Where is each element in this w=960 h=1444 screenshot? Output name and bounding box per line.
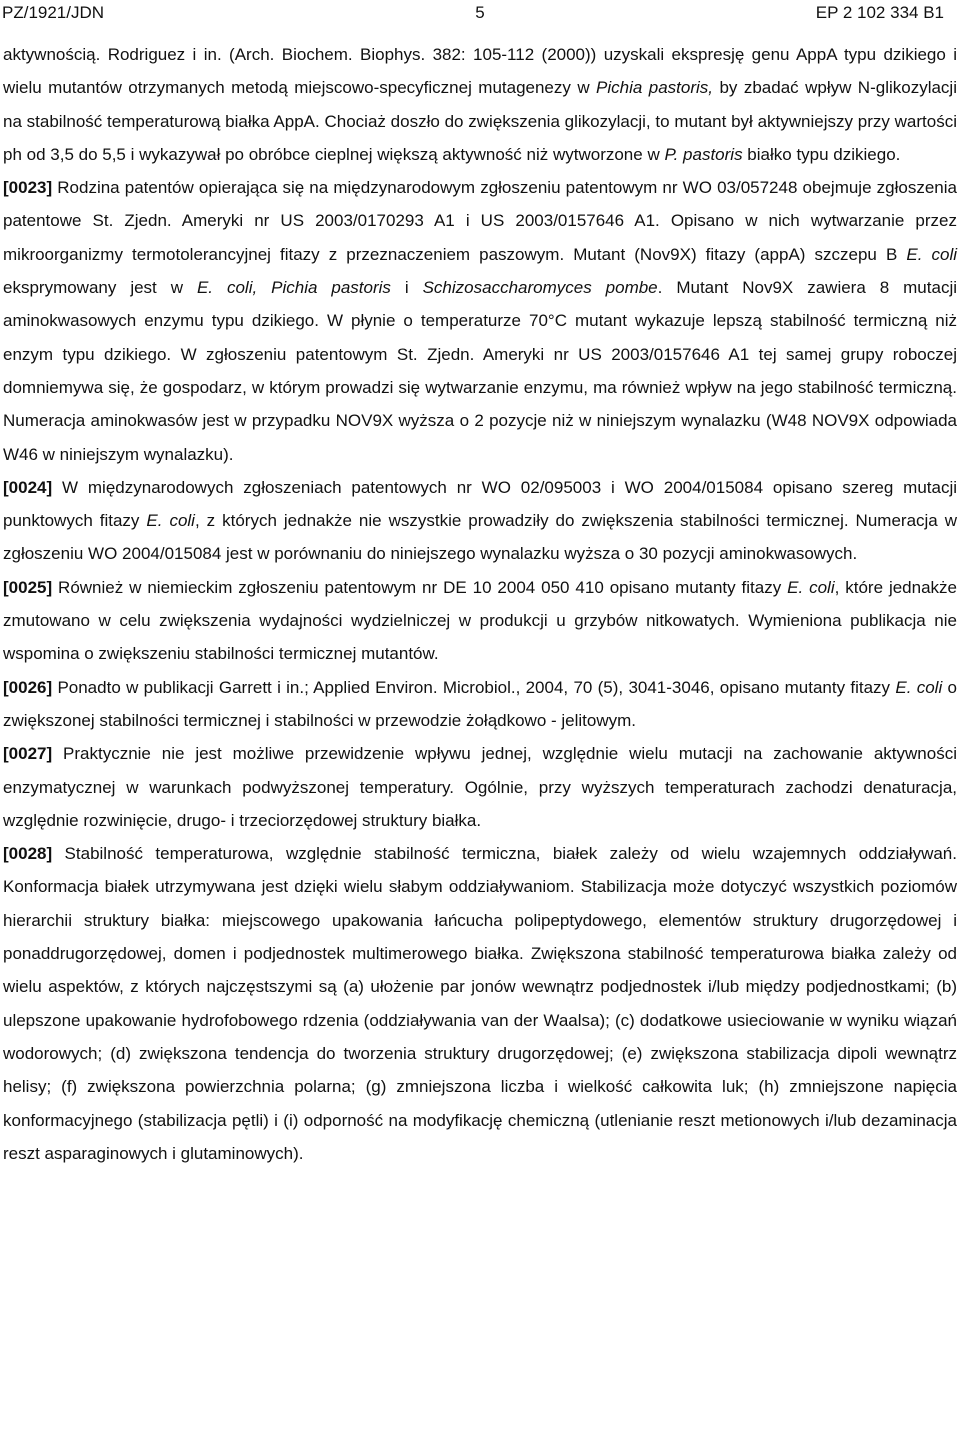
text-segment: eksprymowany jest w: [3, 278, 197, 298]
text-segment: i: [390, 278, 423, 298]
text-segment: Stabilność temperaturowa, względnie stabilność termiczna, białek zależy od wielu wzajemnych oddziaływań. Konformacja białek utrzymywana jest dzięki wielu słabym oddziaływaniom. Stabilizacja może dotyczyć wszystkich poziomów hierarchii struktury białka: miejscowego upakowania łańcucha polipeptydowego, elementów struktury drugorzędowej i ponaddrugorzędowej, domen i podjednostek multimerowego białka. Zwiększona stabilność temperaturowa białka zależy od wielu aspektów, z których najczęstszymi są (a) ułożenie par jonów wewnątrz podjednostek i/lub między podjednostkami; (b) ulepszone upakowanie hydrofobowego rdzenia (oddziaływania van der Waalsa); (c) dodatkowe usieciowanie w wyniku wiązań wodorowych; (d) zwiększona tendencja do tworzenia struktury drugorzędowej; (e) zwiększona stabilizacja dipoli wewnątrz helisy; (f) zwiększona powierzchnia polarna; (g) zmniejszona liczba i wielkość całkowita luk; (h) zmniejszone napięcia konformacyjnego (stabilizacja pętli) i (i) odporność na modyfikację chemiczną (utlenianie reszt metionowych i/lub dezaminacja reszt asparaginowych i glutaminowych).: [3, 844, 957, 1163]
text-segment: , z których jednakże nie wszystkie prowadziły do zwiększenia stabilności termicznej. Numeracja w zgłoszeniu WO 2004/015084 jest w porównaniu do niniejszego wynalazku wyższa o 30 pozycji aminokwasowych.: [3, 511, 957, 564]
paragraph-number: [0027]: [3, 744, 53, 764]
italic-text: Pichia pastoris,: [596, 78, 714, 98]
text-segment: aktywnością. Rodriguez i in. (Arch. Biochem. Biophys. 382: 105-112 (2000)) uzyskali ekspresję genu AppA typu dzikiego i wielu mutantów otrzymanych metodą miejscowo-specyficznej mutagenezy w: [3, 45, 957, 98]
paragraph: [3, 671, 957, 738]
page-number: 5: [475, 3, 485, 22]
document-body: [3, 38, 957, 1170]
italic-text: Schizosaccharomyces pombe: [422, 278, 658, 298]
paragraph-number: [0024]: [3, 477, 53, 497]
italic-text: E. coli: [146, 511, 195, 531]
text-segment: . Mutant Nov9X zawiera 8 mutacji aminokwasowych enzymu typu dzikiego. W płynie o temperaturze 70°C mutant wykazuje lepszą stabilność termiczną niż enzym typu dzikiego. W zgłoszeniu patentowym St. Zjedn. Ameryki nr US 2003/0157646 A1 tej samej grupy roboczej domniemywa się, że gospodarz, w którym prowadzi się wytwarzanie enzymu, ma również wpływ na jego stabilność termiczną. Numeracja aminokwasów jest w przypadku NOV9X wyższa o 2 pozycje niż w niniejszym wynalazku (W48 NOV9X odpowiada W46 w niniejszym wynalazku).: [3, 278, 957, 464]
paragraph: [3, 571, 957, 671]
text-segment: Również w niemieckim zgłoszeniu patentowym nr DE 10 2004 050 410 opisano mutanty fitazy: [52, 577, 788, 597]
text-segment: białko typu dzikiego.: [742, 144, 901, 164]
paragraph: [3, 171, 957, 471]
text-segment: Praktycznie nie jest możliwe przewidzenie wpływu jednej, względnie wielu mutacji na zachowanie aktywności enzymatycznej w warunkach podwyższonej temperatury. Ogólnie, przy wyższych temperaturach zachodzi denaturacja, względnie rozwinięcie, drugo- i trzeciorzędowej struktury białka.: [3, 744, 957, 830]
document-id: PZ/1921/JDN: [2, 3, 105, 22]
text-segment: Rodzina patentów opierająca się na międzynarodowym zgłoszeniu patentowym nr WO 03/057248 obejmuje zgłoszenia patentowe St. Zjedn. Ameryki nr US 2003/0170293 A1 i US 2003/0157646 A1. Opisano w nich wytwarzanie przez mikroorganizmy termotolerancyjnej fitazy z przeznaczeniem paszowym. Mutant (Nov9X) fitazy (appA) szczepu B: [3, 178, 957, 264]
patent-number: EP 2 102 334 B1: [815, 3, 944, 22]
paragraph: [3, 837, 957, 1170]
page-header: [0, 2, 960, 24]
paragraph-number: [0026]: [3, 677, 53, 697]
paragraph-number: [0023]: [3, 178, 53, 198]
italic-text: E. coli: [787, 577, 835, 597]
text-segment: W międzynarodowych zgłoszeniach patentowych nr WO 02/095003 i WO 2004/015084 opisano szereg mutacji punktowych fitazy: [3, 477, 957, 531]
paragraph: [3, 38, 957, 171]
text-segment: o zwiększonej stabilności termicznej i stabilności w przewodzie żołądkowo - jelitowym.: [3, 677, 957, 730]
paragraph-number: [0028]: [3, 844, 53, 864]
paragraph: [3, 737, 957, 837]
paragraph-number: [0025]: [3, 577, 53, 597]
italic-text: E. coli: [906, 244, 957, 264]
paragraph: [3, 471, 957, 571]
text-segment: by zbadać wpływ N-glikozylacji na stabilność temperaturową białka AppA. Chociaż doszło do zwiększenia glikozylacji, to mutant był aktywniejszy przy wartości ph od 3,5 do 5,5 i wykazywał po obróbce cieplnej większą aktywność niż wytworzone w: [3, 78, 957, 164]
text-segment: Ponadto w publikacji Garrett i in.; Applied Environ. Microbiol., 2004, 70 (5), 3041-3046, opisano mutanty fitazy: [52, 677, 896, 697]
text-segment: , które jednakże zmutowano w celu zwiększenia wydajności wydzielniczej w produkcji u grzybów nitkowatych. Wymieniona publikacja nie wspomina o zwiększeniu stabilności termicznej mutantów.: [3, 577, 957, 664]
italic-text: E. coli, Pichia pastoris: [196, 278, 391, 298]
italic-text: P. pastoris: [664, 144, 743, 164]
italic-text: E. coli: [895, 677, 943, 697]
